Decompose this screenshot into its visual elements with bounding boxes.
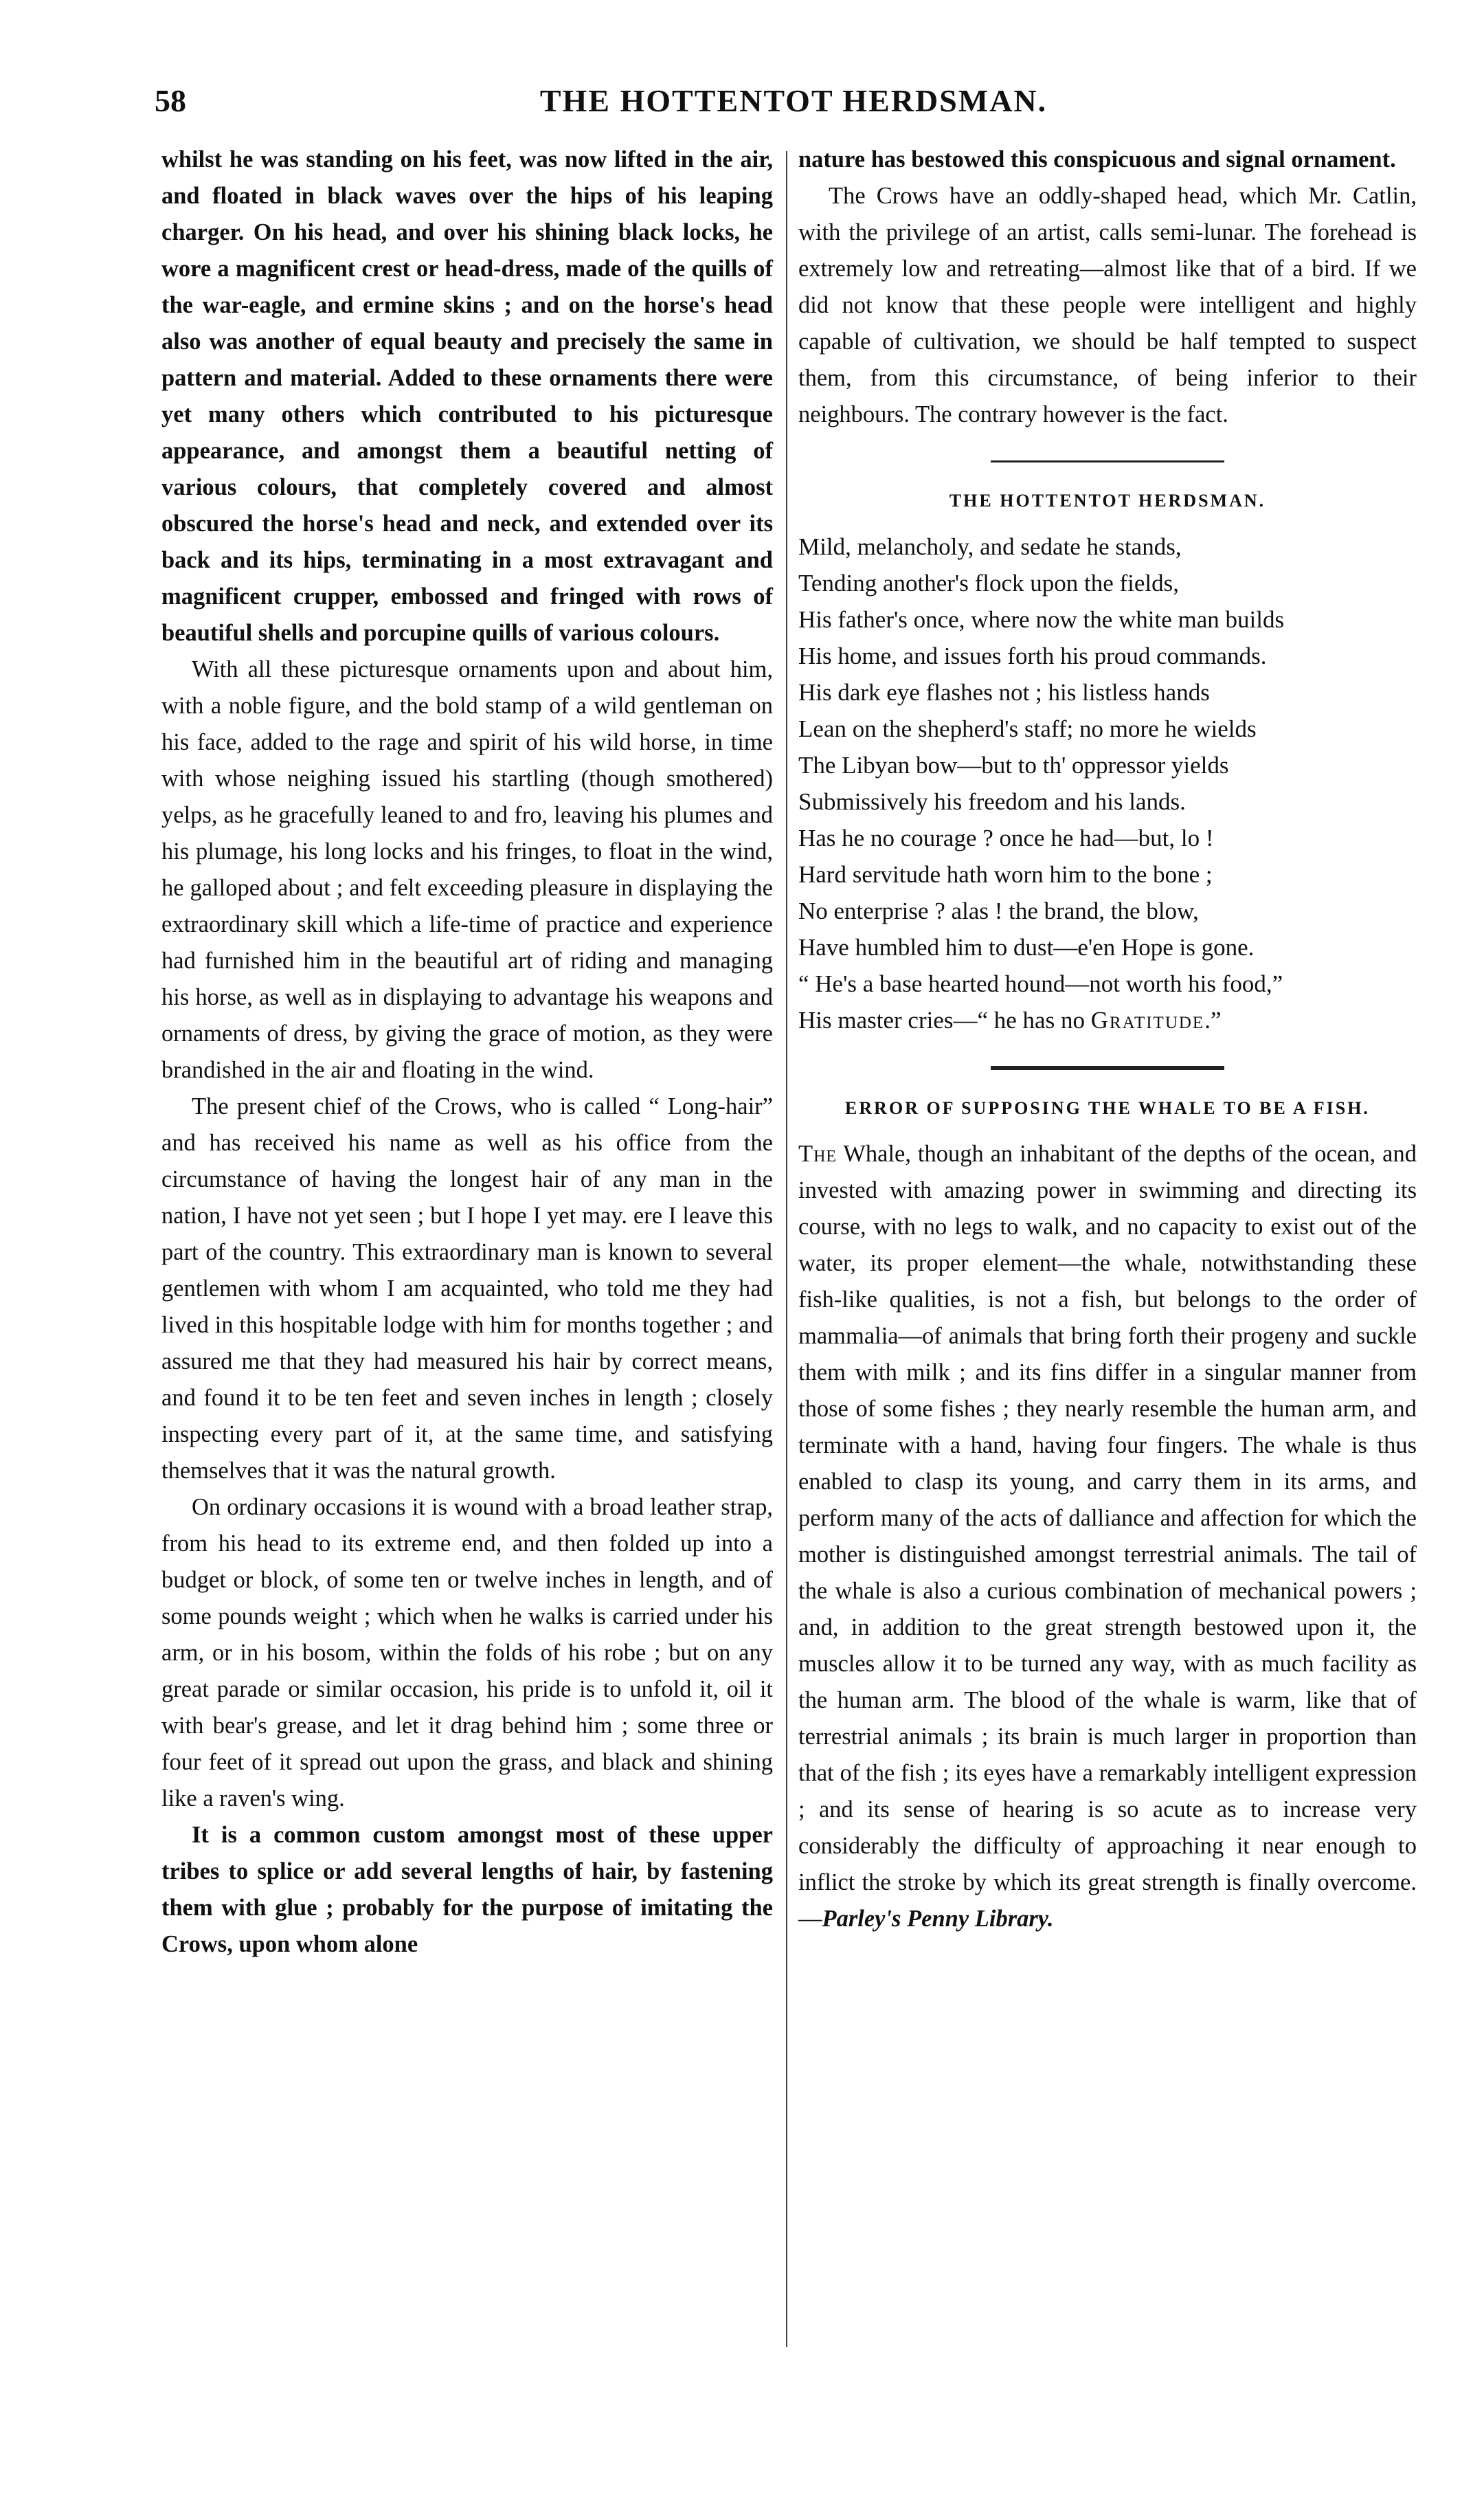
running-title: THE HOTTENTOT HERDSMAN. xyxy=(539,83,1048,118)
left-column xyxy=(161,142,773,1963)
section-divider xyxy=(991,1066,1224,1070)
poem-line: “ He's a base hearted hound—not worth his food,” xyxy=(798,970,1283,997)
column-divider xyxy=(786,151,787,2347)
poem-line-end: .” xyxy=(1204,1007,1222,1034)
poem-line: Submissively his freedom and his lands. xyxy=(798,788,1186,815)
page-number: 58 xyxy=(155,83,186,118)
poem-line: His dark eye flashes not ; his listless hands xyxy=(798,679,1210,706)
paragraph: The Crows have an oddly-shaped head, which Mr. Catlin, with the privilege of an artist, calls semi-lunar. The forehead is extremely low and retreating—almost like that of a bird. If we did not know that these people were intelligent and highly capable of cultivation, we should be half tempted to suspect them, from this circumstance, of being inferior to their neighbours. The contrary however is the fact. xyxy=(798,183,1417,427)
poem-line: Tending another's flock upon the fields, xyxy=(798,570,1180,597)
poem-line: Has he no courage ? once he had—but, lo ! xyxy=(798,825,1214,851)
poem-line-text: His master cries—“ he has no xyxy=(798,1007,1091,1034)
poem-line: Hard servitude hath worn him to the bone ; xyxy=(798,861,1213,888)
paragraph: On ordinary occasions it is wound with a broad leather strap, from his head to its extreme end, and then folded up into a budget or block, of some ten or twelve inches in length, and of some pounds weight ; which when he walks is carried under his arm, or in his bosom, within the folds of his robe ; but on any great parade or similar occasion, his pride is to unfold it, oil it with bear's grease, and let it drag behind him ; some three or four feet of it spread out upon the grass, and black and shining like a raven's wing. xyxy=(161,1494,773,1812)
paragraph: The present chief of the Crows, who is called “ Long-hair” and has received his name as well as his office from the circumstance of having the longest hair of any man in the nation, I have not yet seen ; but I hope I yet may. ere I leave this part of the country. This extraordinary man is known to several gentlemen with whom I am acquainted, who told me they had lived in this hospitable lodge with him for months together ; and assured me that they had measured his hair by correct means, and found it to be ten feet and seven inches in length ; closely inspecting every part of it, at the same time, and satisfying themselves that it was the natural growth. xyxy=(161,1093,773,1484)
poem-line-emphasis: Gratitude xyxy=(1090,1007,1205,1034)
section-divider xyxy=(991,460,1224,463)
paragraph: whilst he was standing on his feet, was now lifted in the air, and floated in black waves over the hips of his leaping charger. On his head, and over his shining black locks, he wore a magnificent crest or head-dress, made of the quills of the war-eagle, and ermine skins ; and on the horse's head also was another of equal beauty and precisely the same in pattern and material. Added to these ornaments there were yet many others which contributed to his picturesque appearance, and amongst them a beautiful netting of various colours, that completely covered and almost obscured the horse's head and neck, and extended over its back and its hips, terminating in a most extravagant and magnificent crupper, embossed and fringed with rows of beautiful shells and porcupine quills of various colours. xyxy=(161,146,773,646)
paragraph-continuation: nature has bestowed this conspicuous and signal ornament. xyxy=(798,146,1396,172)
poem-title: THE HOTTENTOT HERDSMAN. xyxy=(949,491,1266,511)
poem-line: His home, and issues forth his proud commands. xyxy=(798,643,1267,669)
poem-line: The Libyan bow—but to th' oppressor yields xyxy=(798,752,1229,779)
page-header xyxy=(155,82,1432,144)
poem-line: No enterprise ? alas ! the brand, the blow, xyxy=(798,898,1199,924)
poem-line xyxy=(798,1002,1417,1038)
poem-line: Have humbled him to dust—e'en Hope is gone. xyxy=(798,934,1255,961)
article-lead-word: The xyxy=(798,1141,837,1167)
article-body xyxy=(798,1136,1417,1937)
paragraph: It is a common custom amongst most of these upper tribes to splice or add several lengths of hair, by fastening them with glue ; probably for the purpose of imitating the Crows, upon whom alone xyxy=(161,1822,773,1957)
poem-line: Lean on the shepherd's staff; no more he wields xyxy=(798,715,1257,742)
paragraph: With all these picturesque ornaments upon and about him, with a noble figure, and the bold stamp of a wild gentleman on his face, added to the rage and spirit of his wild horse, in time with whose neighing issued his startling (though smothered) yelps, as he gracefully leaned to and fro, leaving his plumes and his plumage, his long locks and his fringes, to float in the wind, he galloped about ; and felt exceeding pleasure in displaying the extraordinary skill which a life-time of practice and experience had furnished him in the beautiful art of riding and managing his horse, as well as in displaying to advantage his weapons and ornaments of dress, by giving the grace of motion, as they were brandished in the air and floating in the wind. xyxy=(161,656,773,1083)
right-column xyxy=(798,142,1417,1937)
poem xyxy=(798,528,1417,1038)
article-source: Parley's Penny Library. xyxy=(822,1906,1054,1932)
article-title: ERROR OF SUPPOSING THE WHALE TO BE A FISH. xyxy=(845,1098,1370,1118)
poem-line: His father's once, where now the white man builds xyxy=(798,606,1285,633)
article-text: Whale, though an inhabitant of the depths of the ocean, and invested with amazing power in swimming and directing its course, with no legs to walk, and no capacity to exist out of the water, its proper element—the whale, notwithstanding these fish-like qualities, is not a fish, but belongs to the order of mammalia—of animals that bring forth their progeny and suckle them with milk ; and its fins differ in a singular manner from those of some fishes ; they nearly resemble the human arm, and terminate with a hand, having four fingers. The whale is thus enabled to clasp its young, and carry them in its arms, and perform many of the acts of dalliance and affection for which the mother is distinguished amongst terrestrial animals. The tail of the whale is also a curious combination of mechanical powers ; and, in addition to the great strength bestowed upon it, the muscles allow it to be turned any way, with as much facility as the human arm. The blood of the whale is warm, like that of terrestrial animals ; its brain is much larger in proportion than that of the fish ; its eyes have a remarkably intelligent expression ; and its sense of hearing is so acute as to increase very considerably the difficulty of approaching it near enough to inflict the stroke by which its great strength is finally overcome.— xyxy=(798,1141,1417,1932)
poem-line: Mild, melancholy, and sedate he stands, xyxy=(798,533,1182,560)
